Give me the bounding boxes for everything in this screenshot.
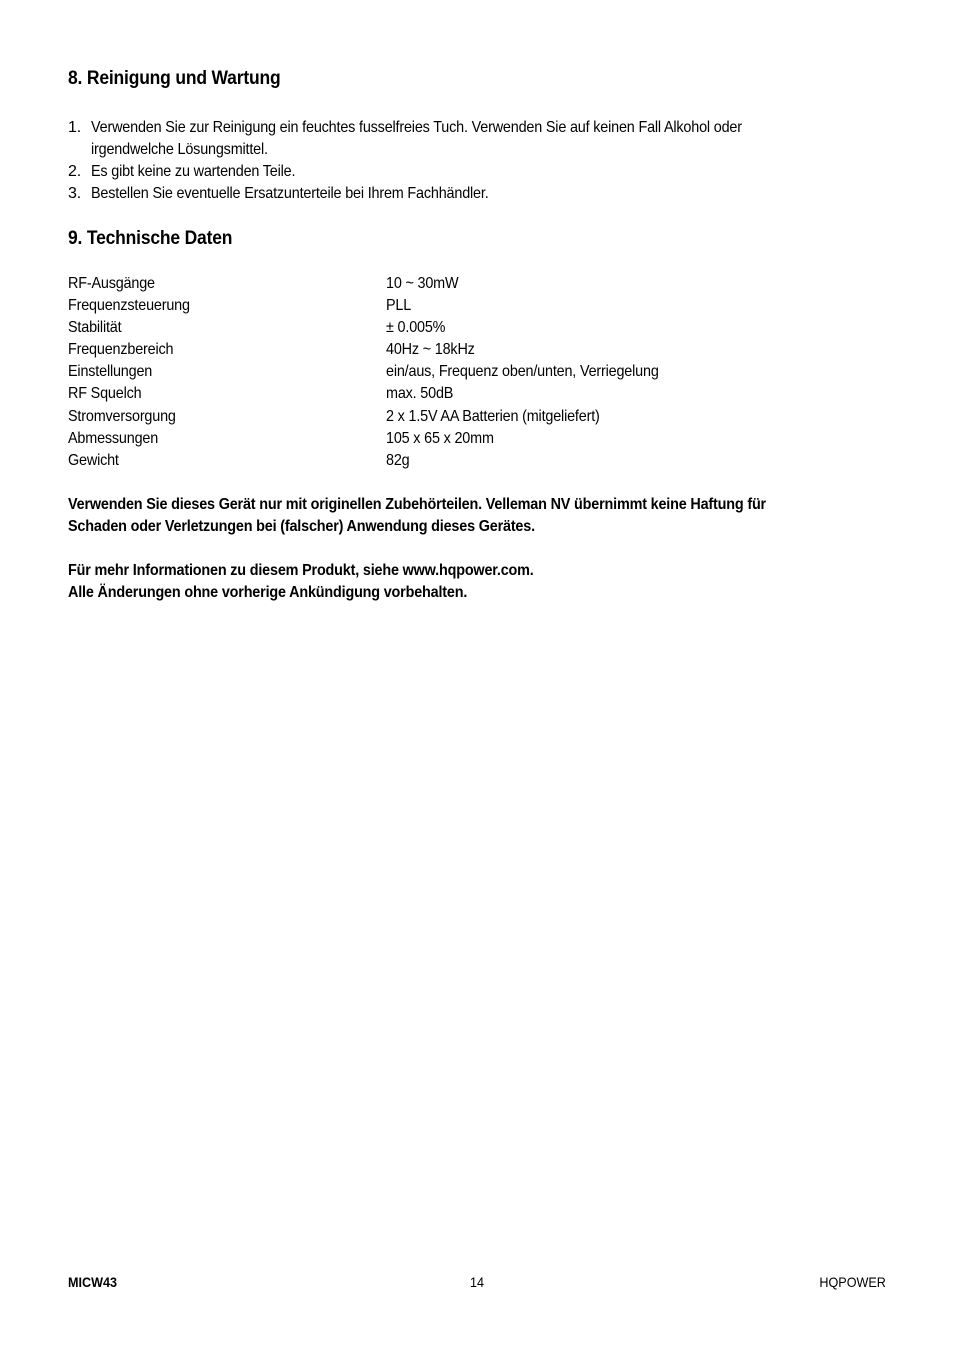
spec-label: Stromversorgung xyxy=(68,407,176,425)
list-item-number: 2. xyxy=(68,163,81,180)
list-item-number: 3. xyxy=(68,185,81,202)
warning-notice xyxy=(68,494,954,538)
section-heading-cleaning: 8. Reinigung und Wartung xyxy=(68,68,281,89)
spec-value: 105 x 65 x 20mm xyxy=(386,429,494,447)
footer-page-number: 14 xyxy=(470,1274,485,1290)
info-notice-line: Für mehr Informationen zu diesem Produkt, siehe www.hqpower.com. xyxy=(68,562,534,579)
spec-label: Stabilität xyxy=(68,319,122,337)
spec-value: max. 50dB xyxy=(386,385,454,403)
spec-label: Frequenzsteuerung xyxy=(68,297,190,315)
spec-value: 40Hz ~ 18kHz xyxy=(386,341,475,359)
info-notice xyxy=(68,560,954,604)
list-item-text: Verwenden Sie zur Reinigung ein feuchtes fusselfreies Tuch. Verwenden Sie auf keinen Fall Alkohol oder xyxy=(91,119,742,136)
spec-label: RF-Ausgänge xyxy=(68,275,155,292)
spec-value: ein/aus, Frequenz oben/unten, Verriegelung xyxy=(386,363,659,381)
footer-brand: HQPOWER xyxy=(819,1274,886,1290)
spec-label: Gewicht xyxy=(68,451,119,469)
disclaimer-notice-line: Alle Änderungen ohne vorherige Ankündigung vorbehalten. xyxy=(68,584,468,601)
section-heading-technical-data: 9. Technische Daten xyxy=(68,228,233,249)
warning-notice-line: Schaden oder Verletzungen bei (falscher) Anwendung dieses Gerätes. xyxy=(68,518,535,535)
cleaning-instructions-list xyxy=(68,117,868,205)
spec-value: ± 0.005% xyxy=(386,319,446,337)
spec-value: 82g xyxy=(386,451,410,469)
spec-value: 10 ~ 30mW xyxy=(386,275,459,292)
footer-model: MICW43 xyxy=(68,1274,118,1290)
list-item-text: Bestellen Sie eventuelle Ersatzunterteile bei Ihrem Fachhändler. xyxy=(91,185,489,202)
list-item-number: 1. xyxy=(68,119,81,136)
spec-label: Frequenzbereich xyxy=(68,341,174,359)
spec-label: Abmessungen xyxy=(68,429,159,447)
list-item-text: Es gibt keine zu wartenden Teile. xyxy=(91,163,296,180)
list-item xyxy=(68,183,868,205)
list-item xyxy=(68,117,868,161)
list-item xyxy=(68,161,868,183)
spec-label: RF Squelch xyxy=(68,385,142,403)
spec-label: Einstellungen xyxy=(68,363,153,381)
spec-value: PLL xyxy=(386,297,412,315)
warning-notice-line: Verwenden Sie dieses Gerät nur mit originellen Zubehörteilen. Velleman NV übernimmt keine Haftung für xyxy=(68,496,766,513)
spec-value: 2 x 1.5V AA Batterien (mitgeliefert) xyxy=(386,407,600,425)
list-item-text-continued: irgendwelche Lösungsmittel. xyxy=(91,141,268,158)
